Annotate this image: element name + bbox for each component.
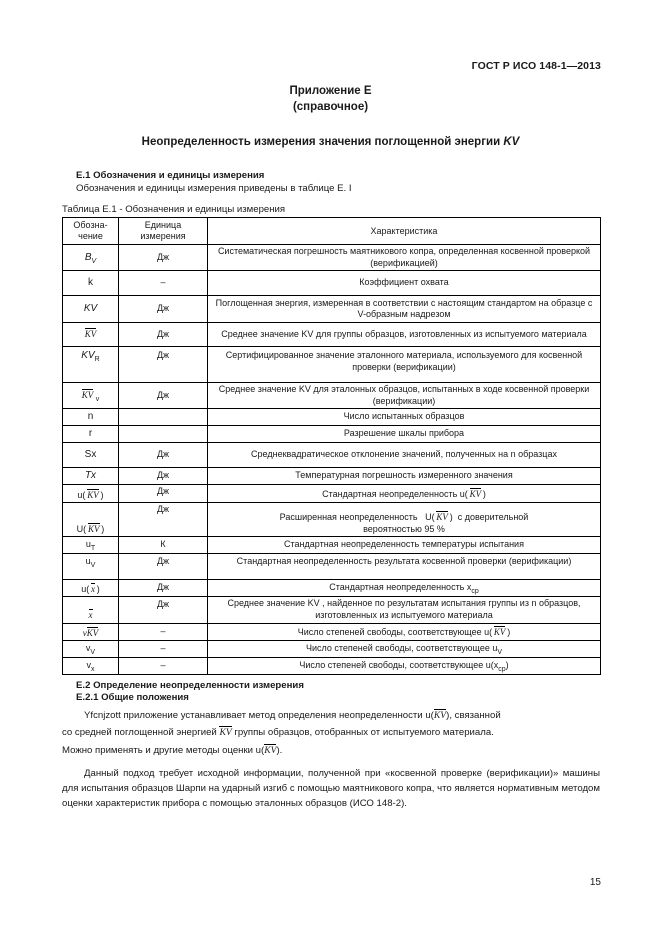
cell-description: Стандартная неопределенность $x_{ср}$ [208,580,601,597]
cell-description: Разрешение шкалы прибора [208,426,601,443]
cell-symbol: k [63,271,119,296]
cell-description: Стандартная неопределенность u( KV ) [208,485,601,503]
cell-symbol: $u_V$ [63,554,119,580]
cell-unit: Дж [119,580,208,597]
table-row [63,409,601,426]
cell-unit: Дж [119,503,208,537]
appendix-header [0,83,661,115]
cell-unit: Дж [119,296,208,323]
cell-description: Коэффициент охвата [208,271,601,296]
table-row [63,580,601,597]
table-row [63,624,601,641]
section-e1-intro: Обозначения и единицы измерения приведены в таблице Е. I [76,183,352,194]
table-row [63,597,601,624]
cell-symbol: n [63,409,119,426]
cell-unit: – [119,271,208,296]
table-row [63,245,601,271]
cell-symbol: vKV [63,624,119,641]
cell-symbol: U( KV ) [63,503,119,537]
table-row [63,323,601,347]
table-row [63,426,601,443]
cell-symbol: Tx [63,468,119,485]
cell-description: Расширенная неопределенность U( KV ) с доверительной вероятностью 95 % [208,503,601,537]
cell-description: Среднее значение KV для эталонных образцов, испытанных в ходе косвенной проверки (верификации) [208,383,601,409]
cell-description: Среднеквадратическое отклонение значений, полученных на n образцах [208,443,601,468]
cell-symbol: u( KV ) [63,485,119,503]
cell-symbol: Sx [63,443,119,468]
cell-description: Стандартная неопределенность температуры испытания [208,537,601,554]
par1-text-b: ), связанной [446,710,501,721]
cell-unit: Дж [119,554,208,580]
cell-unit: Дж [119,443,208,468]
cell-symbol: KV [63,296,119,323]
cell-unit: Дж [119,485,208,503]
page-title-symbol: KV [503,136,520,148]
cell-symbol: KV [63,323,119,347]
cell-unit [119,409,208,426]
cell-unit: – [119,658,208,675]
table-row [63,468,601,485]
table-row [63,296,601,323]
paragraph-line-1: Yfcnjzott приложение устанавливает метод определения неопределенности u(KV), связанной [84,710,501,721]
cell-unit: – [119,624,208,641]
cell-description: Среднее значение KV , найденное по результатам испытания группы из n образцов, изготовленных из испытуемого материала [208,597,601,624]
table-row [63,347,601,383]
cell-description: Температурная погрешность измеренного значения [208,468,601,485]
cell-unit [119,426,208,443]
symbols-units-table [62,217,601,675]
paragraph-line-3: Можно применять и другие методы оценки u(KV). [62,745,283,756]
cell-symbol: $v_V$ [63,641,119,658]
page-title-text: Неопределенность измерения значения поглощенной энергии [141,136,504,148]
table-header-unit [119,218,208,245]
cell-unit: Дж [119,383,208,409]
cell-symbol: $v_x$ [63,658,119,675]
cell-symbol: u( x ) [63,580,119,597]
table-row [63,537,601,554]
cell-unit: Дж [119,347,208,383]
section-e2-subheading: Е.2.1 Общие положения [76,692,189,703]
cell-unit: Дж [119,245,208,271]
table-header-characteristic: Характеристика [208,218,601,245]
cell-description: Число степеней свободы, соответствующее $u(x_{ср})$ [208,658,601,675]
par1-text-a: Yfcnjzott приложение устанавливает метод определения неопределенности u( [84,710,434,721]
paragraph-4 [62,766,600,811]
par4-text: Данный подход требует исходной информации, полученной при «косвенной проверке (верификации)» машины для испытания образцов Шарпи на ударный изгиб с помощью маятникового копра, что является нормативным методом оценки характеристик прибора с помощью эталонных образцов (ИСО 148-2). [62,768,600,809]
table-caption: Таблица Е.1 - Обозначения и единицы измерения [62,204,286,215]
cell-unit: Дж [119,468,208,485]
section-e2-heading: Е.2 Определение неопределенности измерения [76,680,304,691]
table-row [63,383,601,409]
cell-description: Число испытанных образцов [208,409,601,426]
table-row [63,271,601,296]
table-row [63,658,601,675]
cell-description: Среднее значение KV для группы образцов, изготовленных из испытуемого материала [208,323,601,347]
paragraph-line-2: со средней поглощенной энергией KV группы образцов, отобранных от испытуемого материала. [62,727,494,738]
appendix-title: Приложение Е [289,85,372,97]
table-row [63,641,601,658]
par3-text-b: ). [276,745,283,756]
cell-symbol: x [63,597,119,624]
cell-symbol: $u_T$ [63,537,119,554]
table-row [63,443,601,468]
cell-description: Число степеней свободы, соответствующее u( KV ) [208,624,601,641]
par2-text-b: группы образцов, отобранных от испытуемого материала. [234,727,494,738]
page-title [0,136,661,148]
table-row [63,503,601,537]
cell-description: Число степеней свободы, соответствующее $u_V$ [208,641,601,658]
cell-symbol: $KV_R$ [63,347,119,383]
appendix-subtitle: (справочное) [292,101,369,113]
cell-unit: Дж [119,597,208,624]
table-row [63,554,601,580]
cell-unit: К [119,537,208,554]
cell-symbol: $B_V$ [63,245,119,271]
header-line-1: Единица [144,220,182,230]
par3-text-a: Можно применять и другие методы оценки u( [62,745,265,756]
table-header-symbol [63,218,119,245]
standard-reference: ГОСТ Р ИСО 148-1—2013 [471,60,601,72]
cell-unit: – [119,641,208,658]
cell-description: Систематическая погрешность маятникового копра, определенная косвенной проверкой (верификацией) [208,245,601,271]
cell-symbol: r [63,426,119,443]
par2-text-a: со средней поглощенной энергией [62,727,217,738]
section-e1-heading: Е.1 Обозначения и единицы измерения [76,170,265,181]
header-line-1: Обозна- [73,220,108,230]
cell-symbol: KV $_v$ [63,383,119,409]
header-line-2: измерения [140,231,186,241]
cell-description: Поглощенная энергия, измеренная в соответствии с настоящим стандартом на образце с V-образным надрезом [208,296,601,323]
cell-unit: Дж [119,323,208,347]
cell-description: Стандартная неопределенность результата косвенной проверки (верификации) [208,554,601,580]
page-number: 15 [589,877,601,888]
table-header-row [63,218,601,245]
header-line-2: чение [78,231,103,241]
cell-description: Сертифицированное значение эталонного материала, используемого для косвенной проверки (верификации) [208,347,601,383]
table-row [63,485,601,503]
